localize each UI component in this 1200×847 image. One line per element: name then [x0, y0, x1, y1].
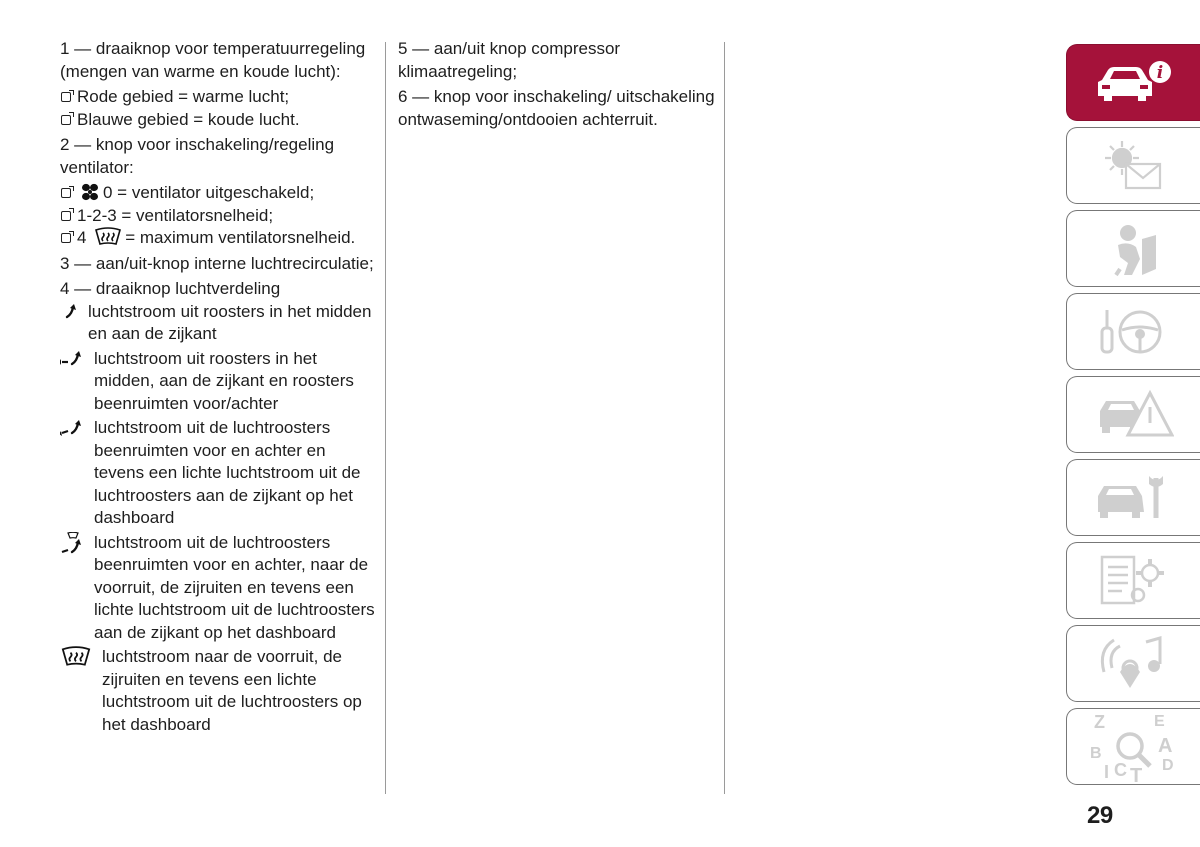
- tab-maintenance[interactable]: [1066, 459, 1200, 536]
- bullet-red-area: [60, 86, 378, 109]
- bullet-text: Rode gebied = warme lucht;: [77, 87, 290, 106]
- distribution-face-feet: [60, 348, 378, 416]
- bullet-square-icon: [61, 233, 71, 243]
- bullet-square-icon: [61, 92, 71, 102]
- distribution-text: luchtstroom uit roosters in het midden, aan de zijkant en roosters beenruimten voor/achter: [94, 348, 354, 413]
- tab-multimedia[interactable]: [1066, 625, 1200, 702]
- column-divider: [385, 42, 386, 794]
- bullet-fan-max: [60, 227, 378, 250]
- bullet-text: 1-2-3 = ventilatorsnelheid;: [77, 205, 274, 225]
- bullet-text: Blauwe gebied = koude lucht.: [77, 109, 300, 129]
- tab-emergency[interactable]: [1066, 376, 1200, 453]
- bullet-square-icon: [61, 188, 71, 198]
- index-letter: I: [1103, 761, 1109, 782]
- index-letter: C: [1113, 759, 1127, 780]
- distribution-windshield: [60, 646, 378, 736]
- car-warning-icon: [1090, 385, 1174, 445]
- bullet-text: 0 = ventilator uitgeschakeld;: [103, 183, 315, 202]
- item-5-text: 5 — aan/uit knop compressor klimaatregeling;: [398, 39, 621, 81]
- tab-starting[interactable]: [1066, 293, 1200, 370]
- index-letter: B: [1089, 744, 1102, 762]
- distribution-face: [60, 301, 378, 346]
- airbag-person-icon: [1090, 219, 1174, 279]
- bullet-blue-area: [60, 109, 378, 132]
- car-info-icon: [1090, 58, 1174, 108]
- distribution-feet-windshield: [60, 532, 378, 645]
- distribution-text: luchtstroom uit de luchtroosters beenruimten voor en achter, naar de voorruit, de zijruiten en tevens een lichte luchtstroom uit de luchtroosters aan de zijkant op het dashboard: [94, 532, 375, 642]
- left-column: [60, 38, 378, 736]
- index-letter: A: [1157, 734, 1172, 757]
- light-mail-icon: [1090, 136, 1174, 196]
- item-4-heading: 4 — draaiknop luchtverdeling: [60, 279, 281, 298]
- car-wrench-icon: [1090, 468, 1174, 528]
- bullet-fan-speed: [60, 205, 378, 228]
- fan-icon: [80, 182, 100, 202]
- item-3-text: 3 — aan/uit-knop interne luchtrecirculatie;: [60, 253, 374, 273]
- page-number: 29: [1087, 802, 1113, 829]
- tab-index[interactable]: [1066, 708, 1200, 785]
- bullet-fan-off: [60, 182, 378, 205]
- bullet-text: = maximum ventilatorsnelheid.: [125, 228, 356, 247]
- music-location-icon: [1090, 634, 1174, 694]
- airflow-face-icon: [60, 301, 78, 321]
- bullet-number: 4: [77, 228, 87, 247]
- item-6-text: 6 — knop voor inschakeling/ uitschakeling ontwaseming/ontdooien achterruit.: [398, 87, 715, 129]
- windshield-defrost-icon: [94, 227, 122, 247]
- distribution-feet: [60, 417, 378, 530]
- tab-car-info[interactable]: [1066, 44, 1200, 121]
- bullet-square-icon: [61, 211, 71, 221]
- airflow-feet-windshield-icon: [60, 532, 84, 556]
- item-1-heading: 1 — draaiknop voor temperatuurregeling (mengen van warme en koude lucht):: [60, 39, 366, 81]
- distribution-text: luchtstroom naar de voorruit, de zijruiten en tevens een lichte luchtstroom uit de luchtroosters op het dashboard: [102, 647, 362, 734]
- bullet-square-icon: [61, 115, 71, 125]
- svg-text:i: i: [1156, 62, 1163, 83]
- middle-column: [398, 38, 716, 134]
- column-divider: [724, 42, 725, 794]
- windshield-defrost-icon: [60, 646, 92, 668]
- airflow-feet-icon: [60, 417, 84, 437]
- airflow-face-feet-icon: [60, 348, 84, 368]
- index-letter: D: [1161, 756, 1174, 774]
- tab-technical-data[interactable]: [1066, 542, 1200, 619]
- tab-lights-mail[interactable]: [1066, 127, 1200, 204]
- index-letter: E: [1153, 712, 1165, 730]
- document-gears-icon: [1090, 551, 1174, 611]
- item-2-heading: 2 — knop voor inschakeling/regeling ventilator:: [60, 135, 335, 177]
- key-steering-wheel-icon: [1090, 302, 1174, 362]
- alphabet-index-icon: [1086, 710, 1178, 784]
- distribution-text: luchtstroom uit de luchtroosters beenruimten voor en achter en tevens een lichte luchtstroom uit de luchtroosters aan de zijkant op het dashboard: [94, 418, 361, 527]
- index-letter: Z: [1093, 711, 1105, 732]
- distribution-text: luchtstroom uit roosters in het midden en aan de zijkant: [88, 301, 372, 343]
- index-letter: T: [1129, 764, 1142, 784]
- tab-safety[interactable]: [1066, 210, 1200, 287]
